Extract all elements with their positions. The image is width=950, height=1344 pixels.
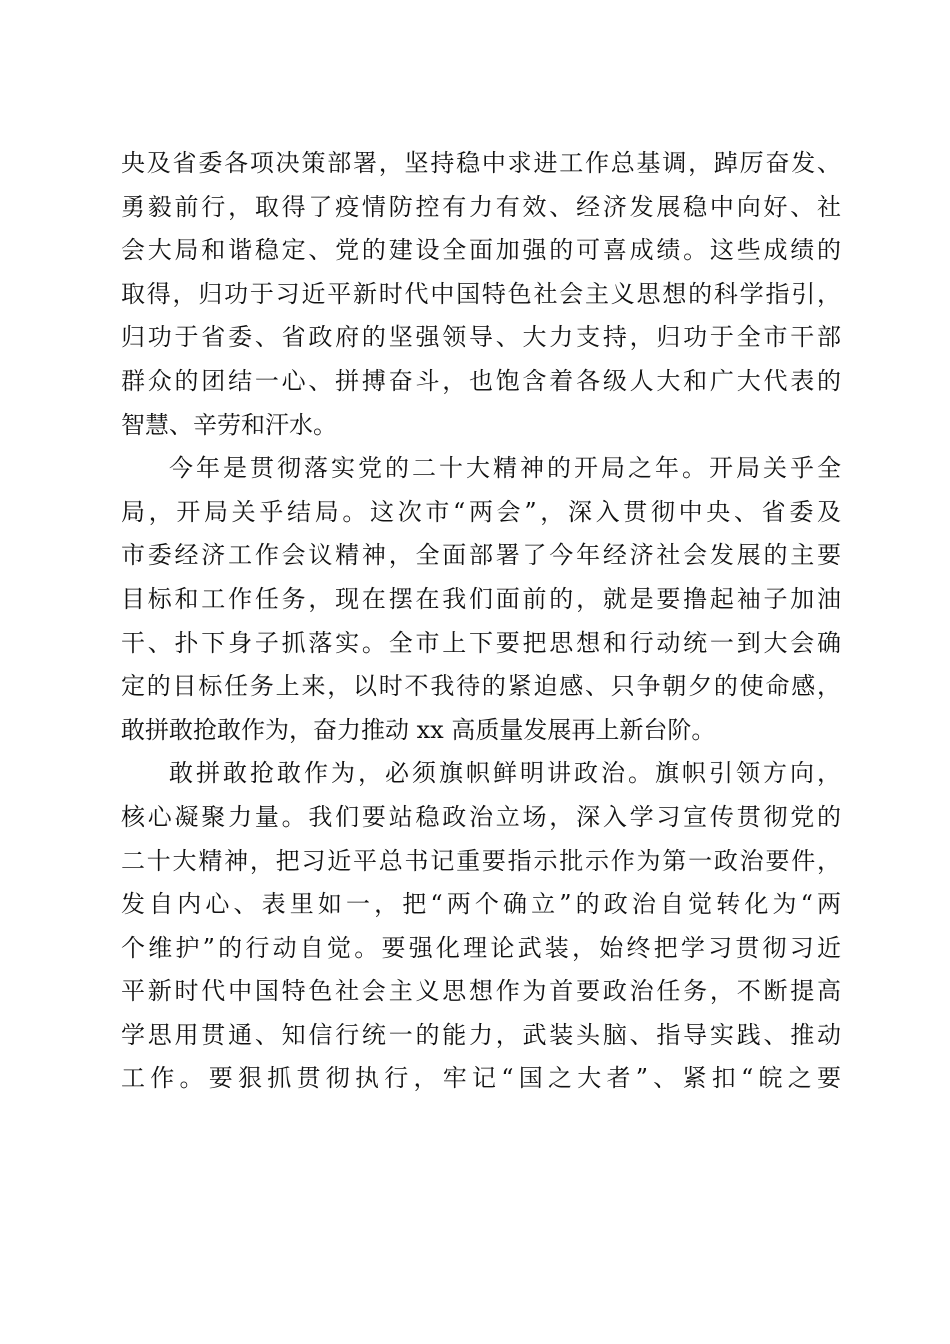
text-line: 学思用贯通、知信行统一的能力，武装头脑、指导实践、推动 xyxy=(121,1020,841,1049)
text-line: 核心凝聚力量。我们要站稳政治立场，深入学习宣传贯彻党的 xyxy=(121,802,841,831)
text-line: 定的目标任务上来，以时不我待的紧迫感、只争朝夕的使命感， xyxy=(121,672,841,701)
text-line: 目标和工作任务，现在摆在我们面前的，就是要撸起袖子加油 xyxy=(121,584,841,613)
text-line: 敢拼敢抢敢作为，必须旗帜鲜明讲政治。旗帜引领方向， xyxy=(169,759,841,788)
text-line: 干、扑下身子抓落实。全市上下要把思想和行动统一到大会确 xyxy=(121,628,841,657)
text-line: 工作。要狠抓贯彻执行，牢记“国之大者”、紧扣“皖之要 xyxy=(121,1064,841,1093)
text-line: 发自内心、表里如一，把“两个确立”的政治自觉转化为“两 xyxy=(121,890,841,919)
text-line: 市委经济工作会议精神，全面部署了今年经济社会发展的主要 xyxy=(121,541,841,570)
body-text xyxy=(121,142,841,1101)
text-line: 智慧、辛劳和汗水。 xyxy=(121,410,337,439)
text-line: 局，开局关乎结局。这次市“两会”，深入贯彻中央、省委及 xyxy=(121,497,841,526)
text-line: 归功于省委、省政府的坚强领导、大力支持，归功于全市干部 xyxy=(121,323,841,352)
text-line: 取得，归功于习近平新时代中国特色社会主义思想的科学指引， xyxy=(121,279,841,308)
text-line: 今年是贯彻落实党的二十大精神的开局之年。开局关乎全 xyxy=(169,454,841,483)
text-line: 勇毅前行，取得了疫情防控有力有效、经济发展稳中向好、社 xyxy=(121,192,841,221)
text-line: 央及省委各项决策部署，坚持稳中求进工作总基调，踔厉奋发、 xyxy=(121,149,841,177)
text-line: 敢拼敢抢敢作为，奋力推动 xx 高质量发展再上新台阶。 xyxy=(121,715,716,744)
text-line: 个维护”的行动自觉。要强化理论武装，始终把学习贯彻习近 xyxy=(121,933,841,962)
text-line: 二十大精神，把习近平总书记重要指示批示作为第一政治要件， xyxy=(121,846,841,875)
text-line: 会大局和谐稳定、党的建设全面加强的可喜成绩。这些成绩的 xyxy=(121,236,841,265)
text-line: 平新时代中国特色社会主义思想作为首要政治任务，不断提高 xyxy=(121,977,841,1006)
text-line: 群众的团结一心、拼搏奋斗，也饱含着各级人大和广大代表的 xyxy=(121,366,841,395)
